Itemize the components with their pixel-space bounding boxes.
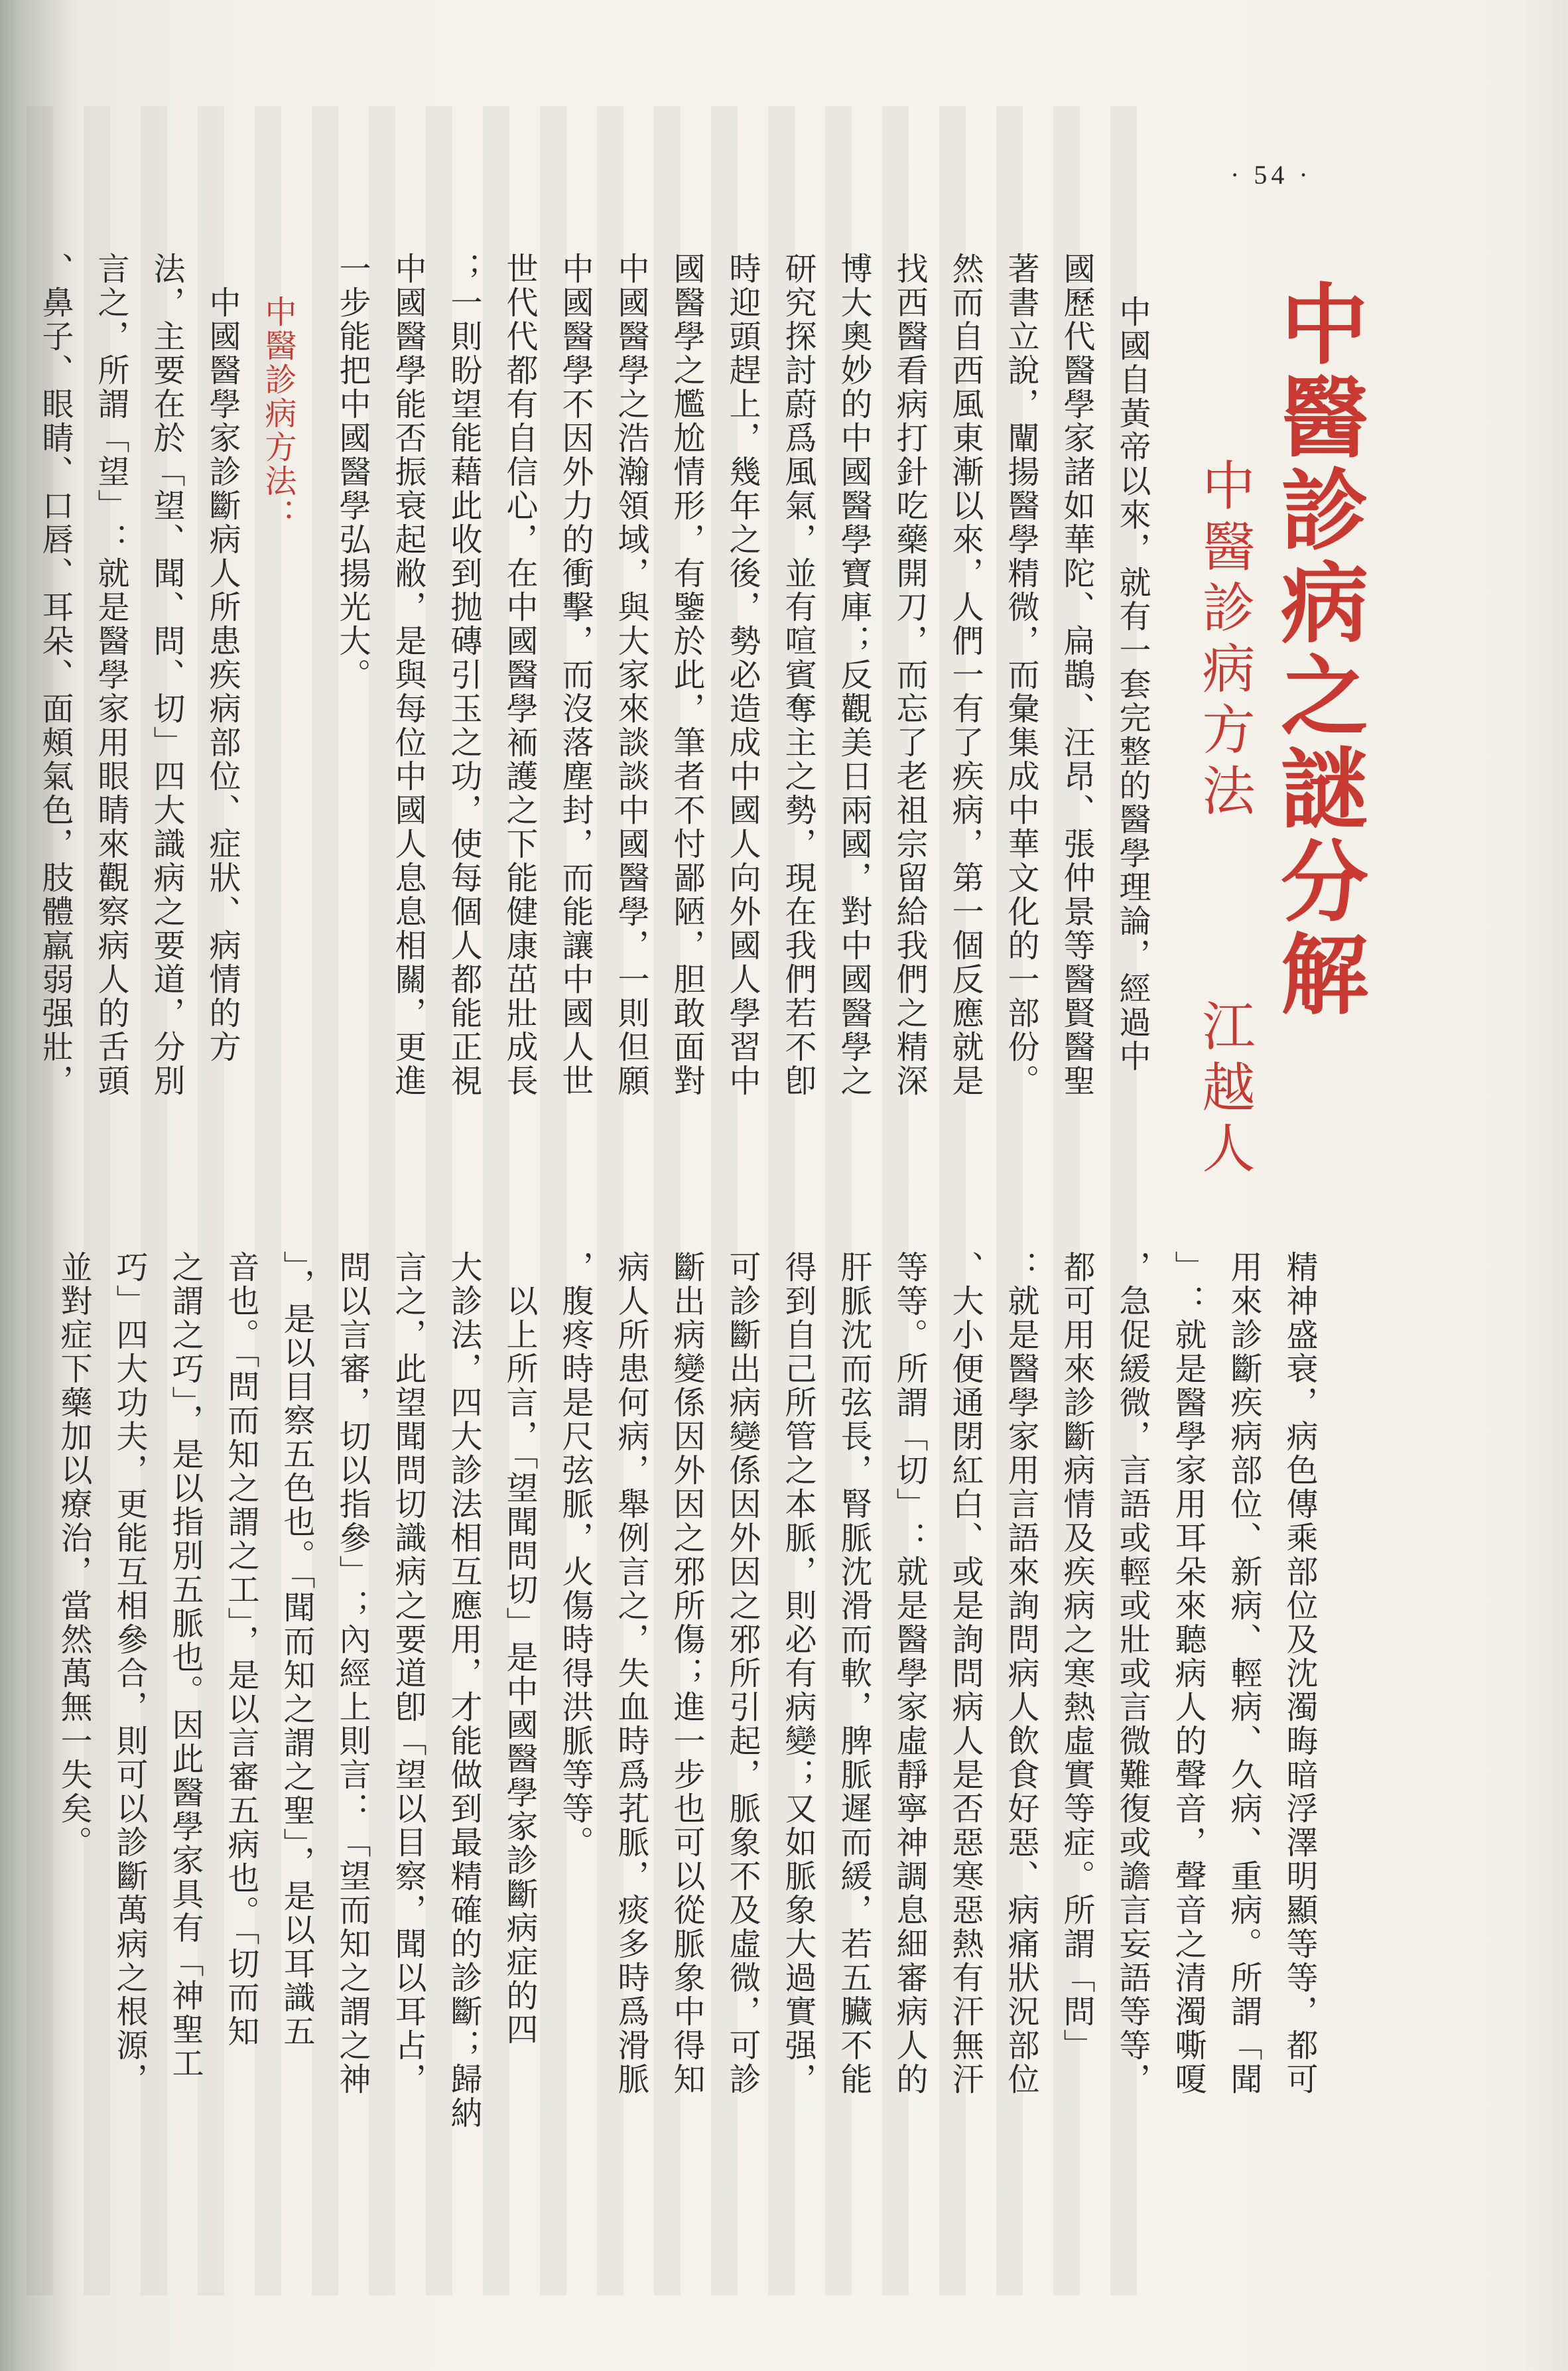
body-column: 問以言審，切以指參」；內經上則言：「望而知之謂之神 <box>334 1251 371 2096</box>
body-column: 巧」四大功夫，更能互相參合，則可以診斷萬病之根源， <box>111 1251 148 2096</box>
body-column: ；一則盼望能藉此收到抛磚引玉之功，使每個人都能正視 <box>445 252 482 1098</box>
body-column: 音也。「問而知之謂之工」，是以言審五病也。「切而知 <box>222 1251 259 2049</box>
body-column: 一步能把中國醫學弘揚光大。 <box>334 252 371 692</box>
body-column: 言之，此望聞問切識病之要道卽「望以目察，聞以耳占， <box>389 1251 426 2096</box>
body-column: 都可用來診斷病情及疾病之寒熱虛實等症。所謂「問」 <box>1058 1251 1095 2063</box>
body-column: 用來診斷疾病部位、新病、輕病、久病、重病。所謂「聞 <box>1225 1251 1262 2096</box>
body-column: 大診法，四大診法相互應用，才能做到最精確的診斷；歸納 <box>445 1251 482 2130</box>
body-column: 中國醫學家診斷病人所患疾病部位、症狀、病情的方 <box>204 252 241 1064</box>
body-column: 國醫學之尷尬情形，有鑒於此，筆者不忖鄙陋，胆敢面對 <box>668 252 705 1098</box>
body-column: 中國醫學能否振衰起敝，是與每位中國人息息相關，更進 <box>389 252 426 1098</box>
body-column: ：就是醫學家用言語來詢問病人飲食好惡、病痛狀況部位 <box>1002 1251 1039 2096</box>
body-column: 」：就是醫學家用耳朵來聽病人的聲音，聲音之清濁嘶嗄 <box>1169 1251 1207 2096</box>
body-column: 肝脈沈而弦長，腎脈沈滑而軟，脾脈遲而緩，若五臟不能 <box>835 1251 872 2096</box>
body-column: 研究探討蔚爲風氣，並有喧賓奪主之勢，現在我們若不卽 <box>779 252 817 1098</box>
body-column: 斷出病變係因外因之邪所傷；進一步也可以從脈象中得知 <box>668 1251 705 2096</box>
body-column: 之謂之巧」，是以指別五脈也。因此醫學家具有「神聖工 <box>166 1251 204 2080</box>
body-column: 然而自西風東漸以來，人們一有了疾病，第一個反應就是 <box>947 252 984 1098</box>
body-column: 」，是以目察五色也。「聞而知之謂之聖」，是以耳識五 <box>278 1251 315 2049</box>
body-column: 、大小便通閉紅白、或是詢問病人是否惡寒惡熱有汗無汗 <box>947 1251 984 2096</box>
body-column: ，急促緩微，言語或輕或壯或言微難復或譫言妄語等等， <box>1114 1251 1151 2096</box>
body-column: 精神盛衰，病色傳乘部位及沈濁晦暗浮澤明顯等等，都可 <box>1281 1251 1318 2096</box>
body-column: 可診斷出病變係因外因之邪所引起，脈象不及虛微，可診 <box>724 1251 761 2096</box>
article-subtitle: 中醫診病方法 <box>1193 458 1255 824</box>
body-column: 以上所言，「望聞問切」是中國醫學家診斷病症的四 <box>501 1251 538 2047</box>
body-column: 得到自己所管之本脈，則必有病變；又如脈象大過實强， <box>779 1251 817 2096</box>
body-column: 並對症下藥加以療治，當然萬無一失矣。 <box>55 1251 92 1860</box>
page-number: · 54 · <box>1230 160 1312 190</box>
body-column: 著書立說，闡揚醫學精微，而彙集成中華文化的一部份。 <box>1002 252 1039 1098</box>
body-column: 國歷代醫學家諸如華陀、扁鵲、汪昂、張仲景等醫賢醫聖 <box>1058 252 1095 1098</box>
body-column: 找西醫看病打針吃藥開刀，而忘了老祖宗留給我們之精深 <box>891 252 928 1098</box>
body-column: ，腹疼時是尺弦脈，火傷時得洪脈等等。 <box>556 1251 594 1860</box>
article-title: 中醫診病之謎分解 <box>1266 279 1368 1022</box>
body-column: 病人所患何病，舉例言之，失血時爲芤脈，痰多時爲滑脈 <box>612 1251 649 2096</box>
body-column: 中國醫學不因外力的衝擊，而沒落塵封，而能讓中國人世 <box>556 252 594 1098</box>
article-author: 江越人 <box>1193 998 1255 1182</box>
body-column: 世代代都有自信心，在中國醫學袻護之下能健康茁壯成長 <box>501 252 538 1098</box>
body-column: 等等。所謂「切」：就是醫學家虛靜寧神調息細審病人的 <box>891 1251 928 2096</box>
body-column: 中國醫學之浩瀚領域，與大家來談談中國醫學，一則但願 <box>612 252 649 1098</box>
body-column: 博大奧妙的中國醫學寶庫；反觀美日兩國，對中國醫學之 <box>835 252 872 1098</box>
section-heading: 中醫診病方法： <box>259 295 296 532</box>
body-column: 、鼻子、眼睛、口唇、耳朵、面頰氣色，肢體羸弱强壯， <box>36 252 74 1098</box>
body-column: 中國自黃帝以來，就有一套完整的醫學理論，經過中 <box>1114 295 1151 1073</box>
body-column: 法，主要在於「望、聞、問、切」四大識病之要道，分別 <box>148 252 185 1098</box>
body-column: 言之，所謂「望」：就是醫學家用眼睛來觀察病人的舌頭 <box>92 252 129 1098</box>
body-column: 時迎頭趕上，幾年之後，勢必造成中國人向外國人學習中 <box>724 252 761 1098</box>
